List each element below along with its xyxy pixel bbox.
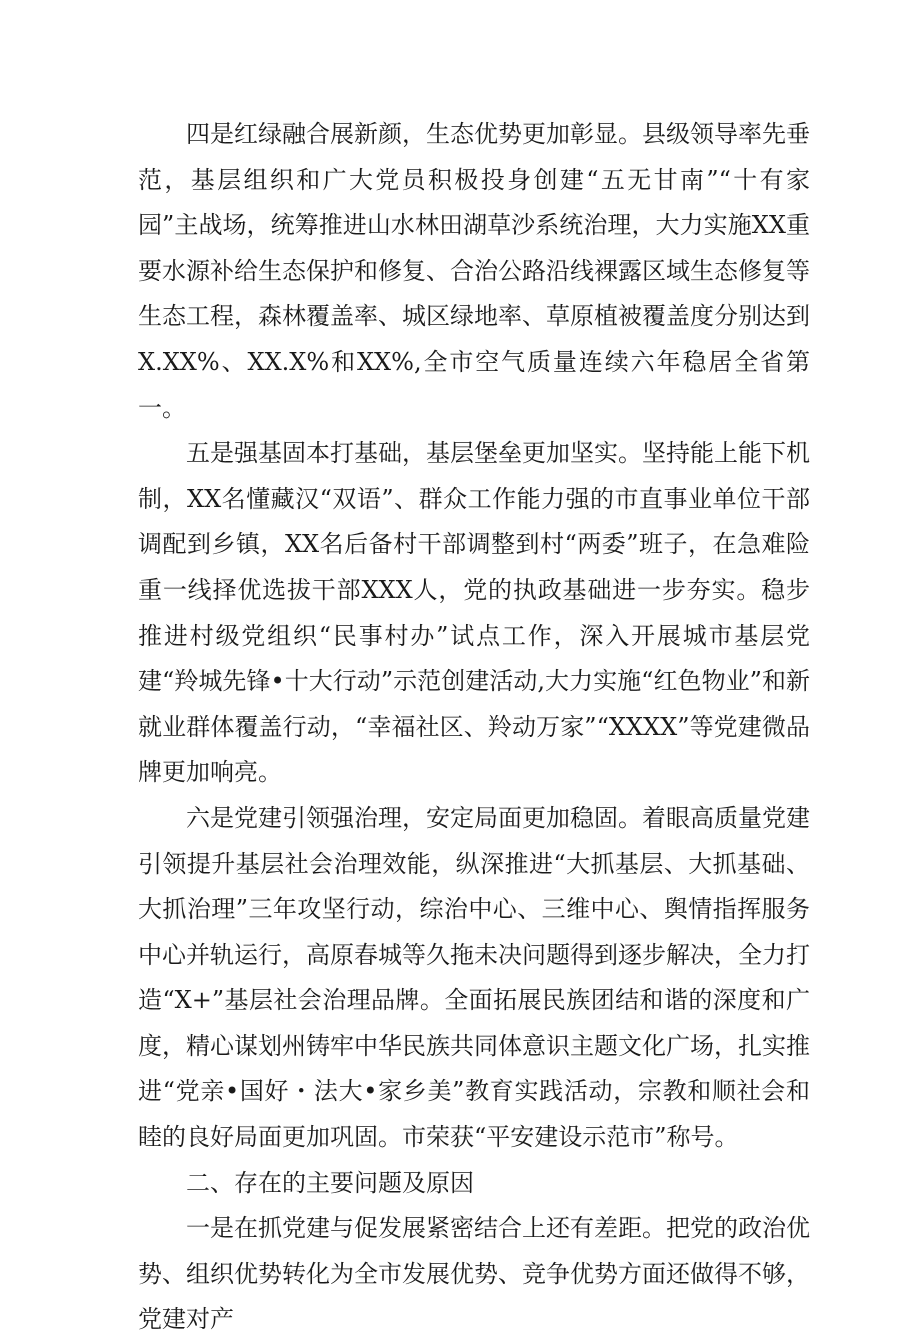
paragraph-problem-one: 一是在抓党建与促发展紧密结合上还有差距。把党的政治优势、组织优势转化为全市发展优势、竞争优势方面还做得不够，党建对产: [138, 1214, 810, 1334]
section-heading-problems: 二、存在的主要问题及原因: [186, 1168, 474, 1197]
document-body: [138, 112, 810, 1343]
paragraph-governance: 六是党建引领强治理，安定局面更加稳固。着眼高质量党建引领提升基层社会治理效能，纵深推进“大抓基层、大抓基础、大抓治理”三年攻坚行动，综治中心、三维中心、舆情指挥服务中心并轨运行，高原春城等久拖未决问题得到逐步解决，全力打造“X+”基层社会治理品牌。全面拓展民族团结和谐的深度和广度，精心谋划州铸牢中华民族共同体意识主题文化广场，扎实推进“党亲•国好・法大•家乡美”教育实践活动，宗教和顺社会和睦的良好局面更加巩固。市荣获“平安建设示范市”称号。: [138, 803, 810, 1152]
paragraph-grassroots: 五是强基固本打基础，基层堡垒更加坚实。坚持能上能下机制，XX名懂藏汉“双语”、群众工作能力强的市直事业单位干部调配到乡镇，XX名后备村干部调整到村“两委”班子，在急难险重一线择优选拔干部XXX人，党的执政基础进一步夯实。稳步推进村级党组织“民事村办”试点工作，深入开展城市基层党建“羚城先锋•十大行动”示范创建活动,大力实施“红色物业”和新就业群体覆盖行动，“幸福社区、羚动万家”“XXXX”等党建微品牌更加响亮。: [138, 439, 810, 787]
paragraph-ecology: 四是红绿融合展新颜，生态优势更加彰显。县级领导率先垂范，基层组织和广大党员积极投身创建“五无甘南”“十有家园”主战场，统筹推进山水林田湖草沙系统治理，大力实施XX重要水源补给生态保护和修复、合治公路沿线裸露区域生态修复等生态工程，森林覆盖率、城区绿地率、草原植被覆盖度分别达到X.XX%、XX.X%和XX%,全市空气质量连续六年稳居全省第一。: [138, 120, 810, 422]
